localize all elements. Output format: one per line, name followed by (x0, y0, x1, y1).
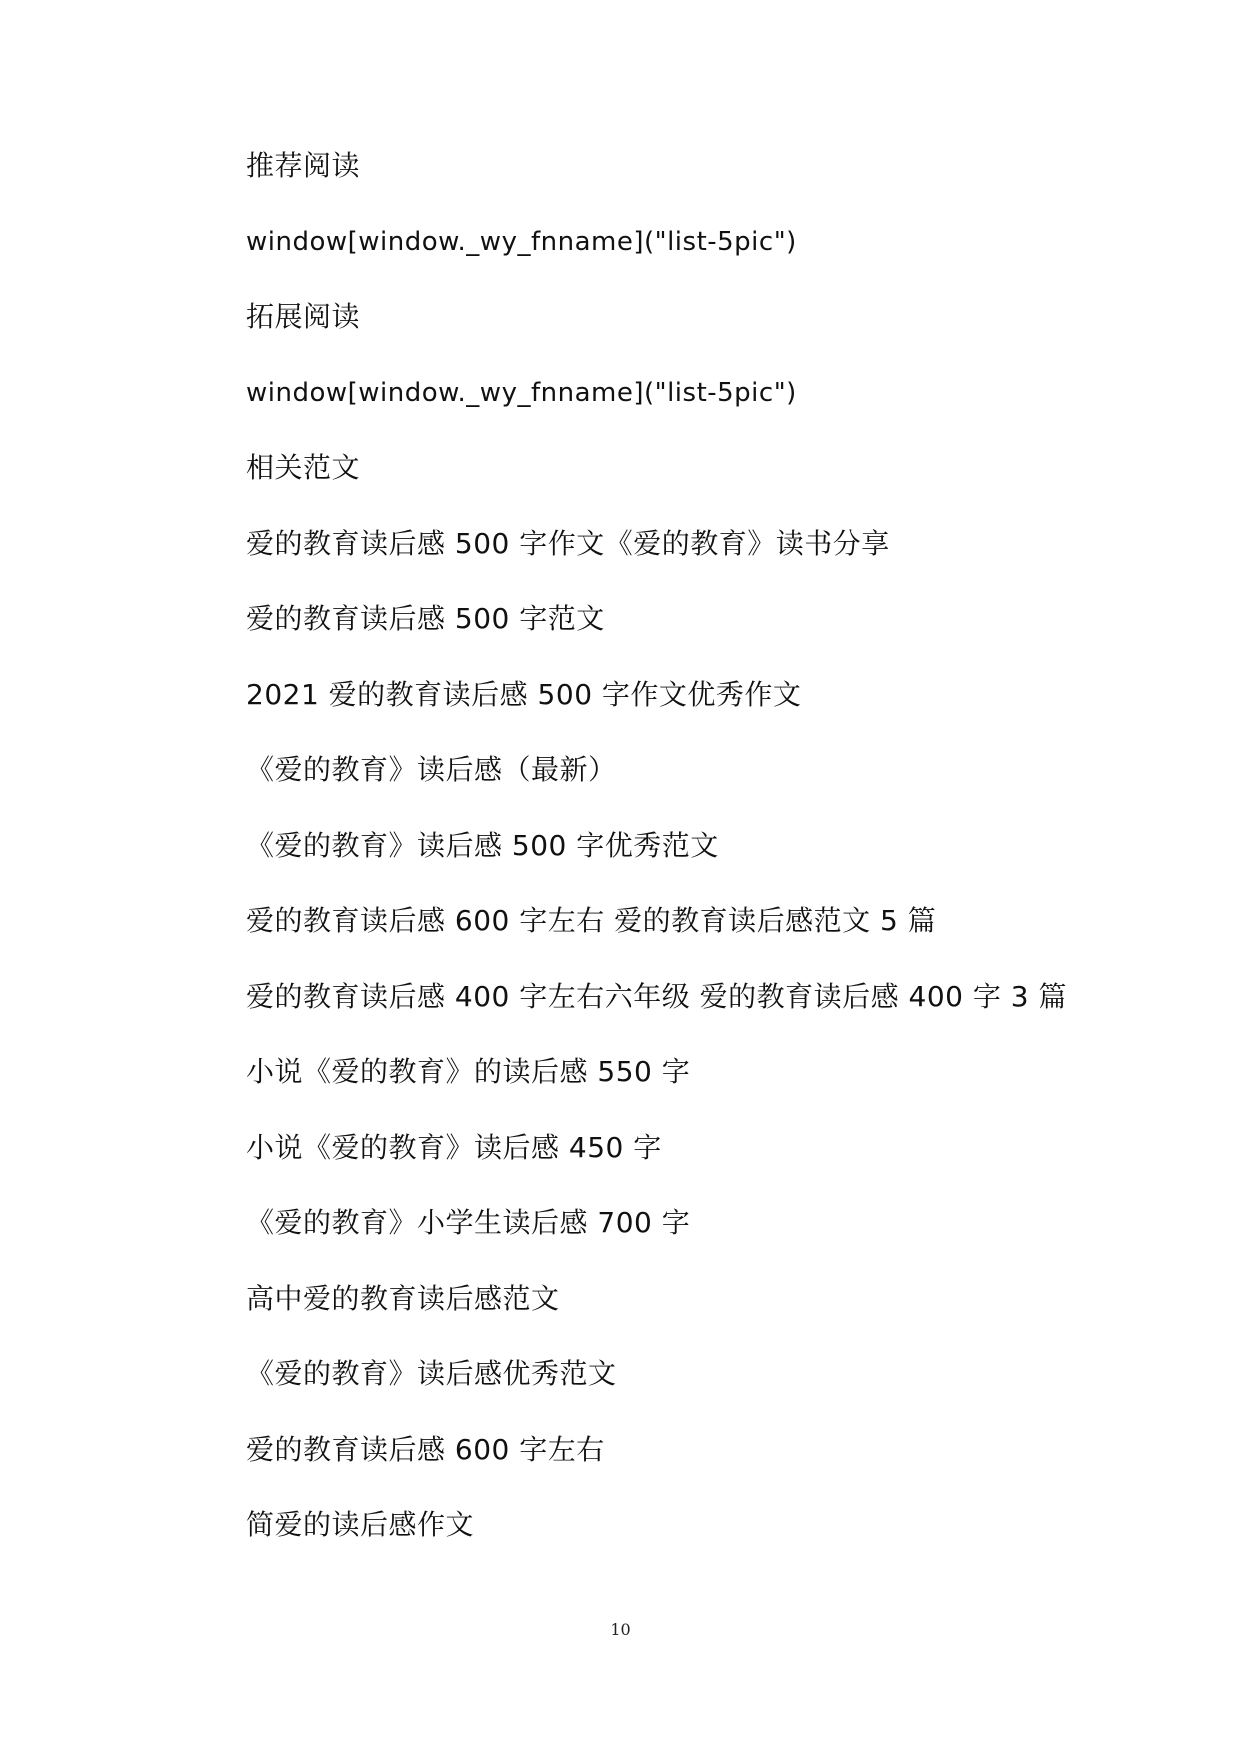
related-article-link[interactable]: 《爱的教育》读后感 500 字优秀范文 (246, 828, 719, 862)
related-article-link[interactable]: 简爱的读后感作文 (246, 1508, 475, 1541)
related-article-link[interactable]: 2021 爱的教育读后感 500 字作文优秀作文 (246, 677, 802, 711)
related-article-link[interactable]: 爱的教育读后感 600 字左右 (246, 1432, 605, 1466)
script-placeholder-text: window[window._wy_fnname]("list-5pic") (246, 377, 797, 408)
related-article-link[interactable]: 《爱的教育》读后感（最新） (246, 753, 617, 786)
document-body (246, 148, 1106, 1583)
related-article-link[interactable]: 小说《爱的教育》的读后感 550 字 (246, 1055, 691, 1088)
section-heading-recommended: 推荐阅读 (246, 149, 361, 182)
related-article-link[interactable]: 爱的教育读后感 600 字左右 爱的教育读后感范文 5 篇 (246, 904, 937, 937)
page-number: 10 (610, 1620, 631, 1639)
related-article-link[interactable]: 《爱的教育》读后感优秀范文 (246, 1357, 617, 1390)
related-article-link[interactable]: 爱的教育读后感 400 字左右六年级 爱的教育读后感 400 字 3 篇 (246, 979, 1068, 1013)
related-article-link[interactable]: 爱的教育读后感 500 字作文《爱的教育》读书分享 (246, 526, 890, 560)
related-article-link[interactable]: 高中爱的教育读后感范文 (246, 1281, 560, 1315)
related-article-link[interactable]: 爱的教育读后感 500 字范文 (246, 602, 605, 635)
section-heading-related: 相关范文 (246, 451, 361, 484)
section-heading-extended: 拓展阅读 (246, 300, 361, 333)
script-placeholder-text: window[window._wy_fnname]("list-5pic") (246, 226, 797, 257)
related-article-link[interactable]: 《爱的教育》小学生读后感 700 字 (246, 1206, 691, 1239)
related-article-link[interactable]: 小说《爱的教育》读后感 450 字 (246, 1130, 662, 1164)
